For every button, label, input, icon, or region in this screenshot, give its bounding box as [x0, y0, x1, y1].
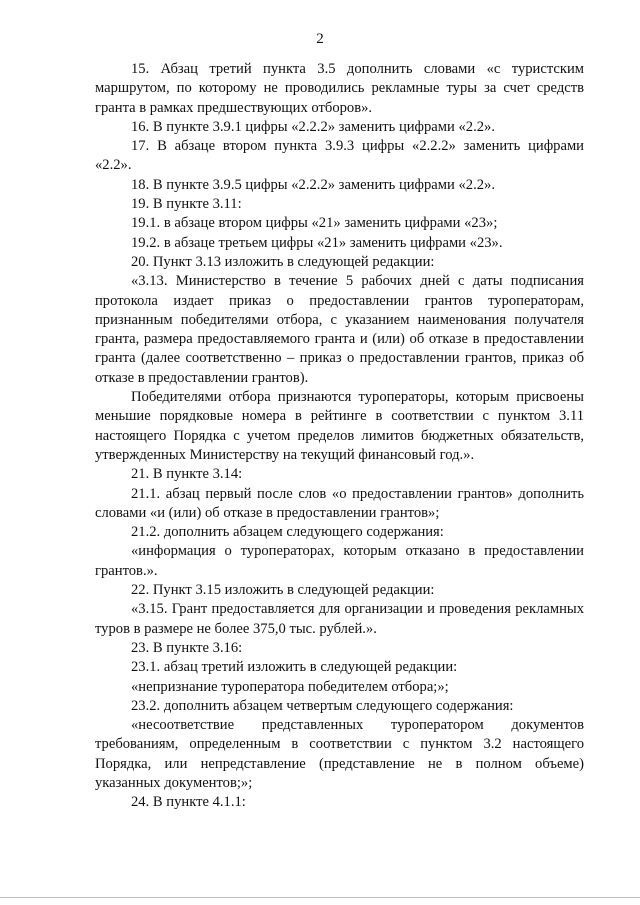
paragraph: «3.15. Грант предоставляется для организации и проведения рекламных туров в размере не более 375,0 тыс. рублей.».: [95, 601, 584, 637]
paragraph: 16. В пункте 3.9.1 цифры «2.2.2» заменить цифрами «2.2».: [131, 118, 495, 135]
paragraph: 15. Абзац третий пункта 3.5 дополнить словами «с туристским маршрутом, по которому не проводились рекламные туры за счет средств гранта в рамках предшествующих отборов».: [95, 61, 584, 116]
paragraph: «непризнание туроператора победителем отбора;»;: [131, 678, 449, 695]
paragraph: 23.1. абзац третий изложить в следующей редакции:: [131, 659, 458, 676]
paragraph: 18. В пункте 3.9.5 цифры «2.2.2» заменить цифрами «2.2».: [131, 176, 495, 193]
paragraph: «несоответствие представленных туроператором документов требованиям, определенным в соответствии с пунктом 3.2 настоящего Порядка, или непредставление (представление не в полном объеме) указанных документов;»;: [95, 717, 584, 791]
page-number: 2: [316, 31, 324, 47]
paragraph: 23. В пункте 3.16:: [131, 639, 243, 656]
paragraph: 17. В абзаце втором пункта 3.9.3 цифры «2.2.2» заменить цифрами «2.2».: [95, 138, 584, 174]
paragraph: 20. Пункт 3.13 изложить в следующей редакции:: [131, 253, 435, 270]
paragraph: «информация о туроператорах, которым отказано в предоставлении грантов.».: [95, 543, 584, 579]
paragraph: «3.13. Министерство в течение 5 рабочих дней с даты подписания протокола издает приказ о предоставлении грантов туроператорам, признанным победителями отбора, с указанием наименования получателя гранта, размера предоставляемого гранта и (или) об отказе в предоставлении гранта (далее соответственно – приказ о предоставлении грантов, приказ об отказе в предоставлении грантов).: [95, 273, 584, 386]
paragraph: 19.1. в абзаце втором цифры «21» заменить цифрами «23»;: [131, 215, 498, 232]
paragraph: 24. В пункте 4.1.1:: [131, 794, 246, 811]
paragraph: Победителями отбора признаются туроператоры, которым присвоены меньшие порядковые номера в рейтинге в соответствии с пунктом 3.11 настоящего Порядка с учетом пределов лимитов бюджетных обязательств, утвержденных Министерству на текущий финансовый год.».: [95, 389, 584, 463]
paragraph: 19.2. в абзаце третьем цифры «21» заменить цифрами «23».: [131, 234, 503, 251]
paragraph: 22. Пункт 3.15 изложить в следующей редакции:: [131, 582, 435, 599]
page-bottom-edge: [0, 897, 640, 898]
paragraph: 19. В пункте 3.11:: [131, 196, 242, 213]
paragraph: 23.2. дополнить абзацем четвертым следующего содержания:: [131, 697, 514, 714]
paragraph: 21.2. дополнить абзацем следующего содержания:: [131, 524, 444, 541]
paragraph: 21.1. абзац первый после слов «о предоставлении грантов» дополнить словами «и (или) об отказе в предоставлении грантов»;: [95, 485, 584, 521]
document-body: [95, 60, 584, 813]
paragraph: 21. В пункте 3.14:: [131, 466, 243, 483]
